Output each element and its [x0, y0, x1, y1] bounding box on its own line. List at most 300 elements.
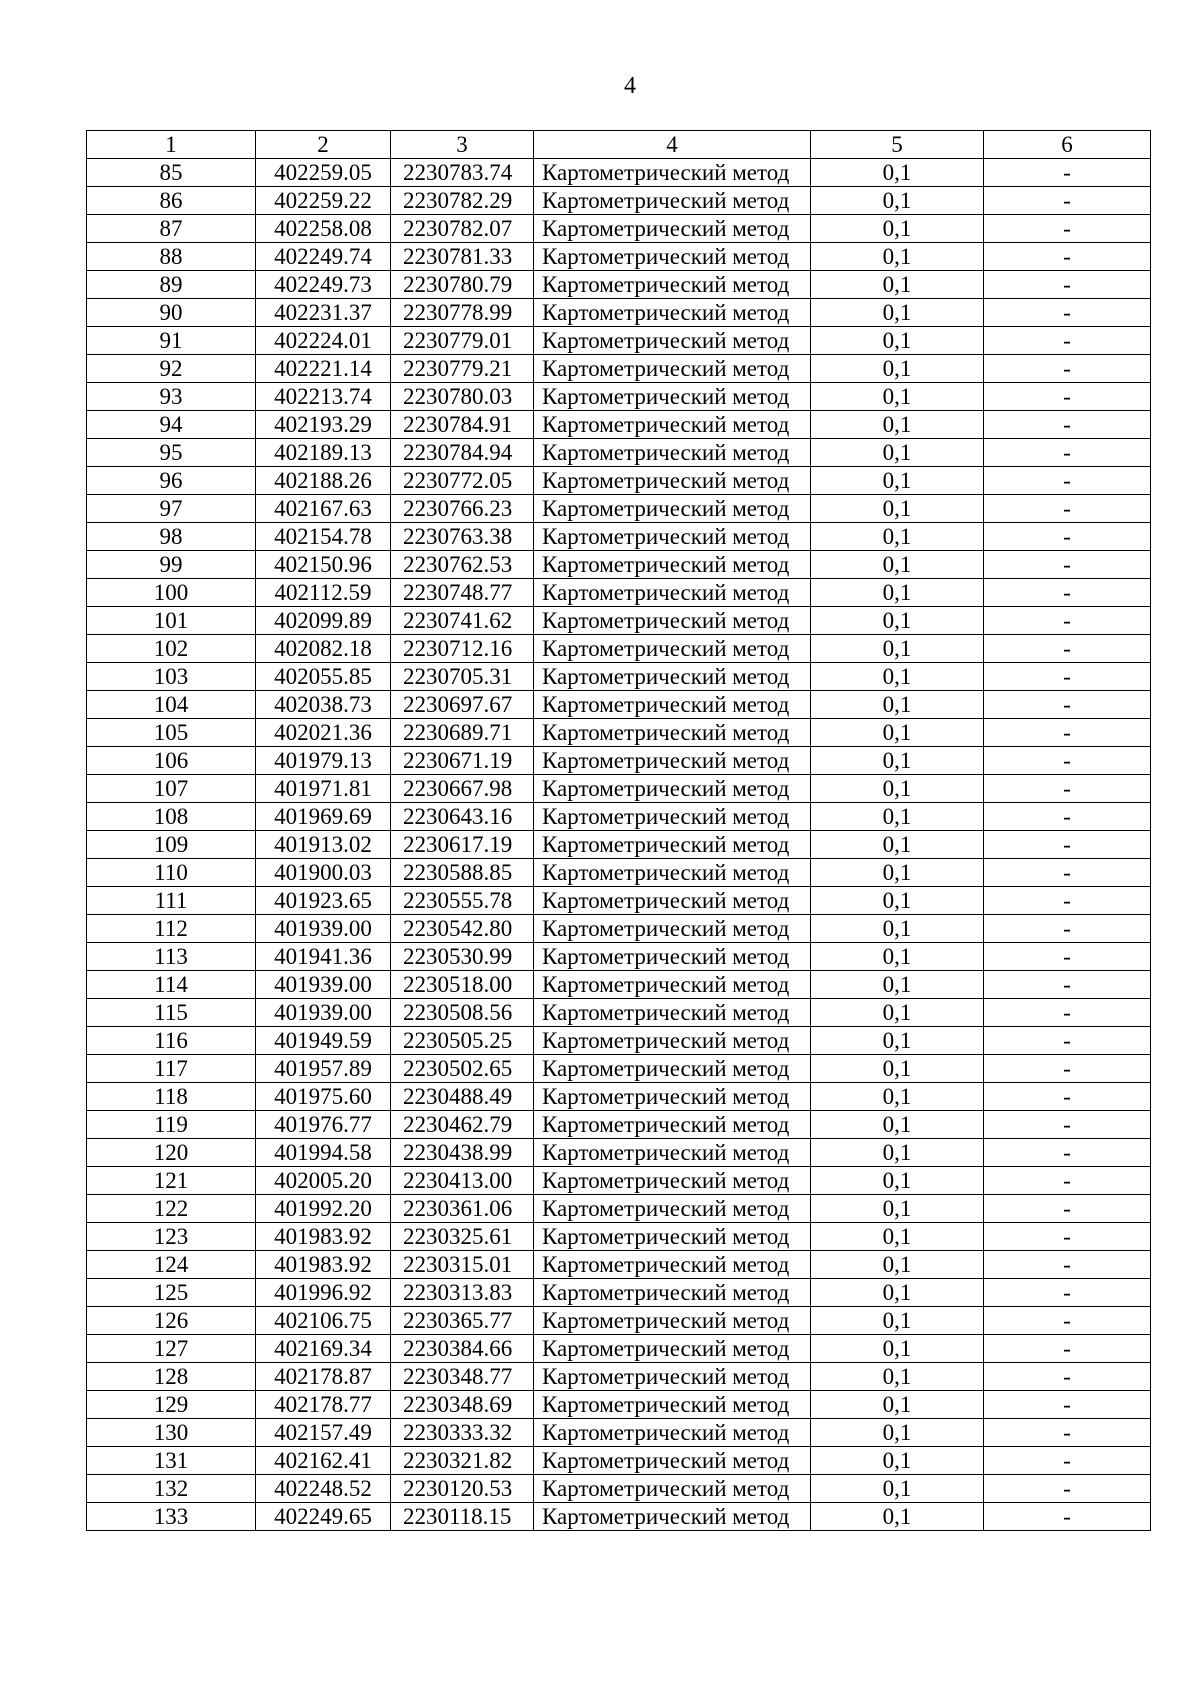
x-coordinate-cell: 401939.00: [256, 915, 391, 943]
note-cell: -: [984, 439, 1151, 467]
point-number-cell: 103: [87, 663, 256, 691]
accuracy-cell: 0,1: [811, 1195, 984, 1223]
x-coordinate-cell: 402021.36: [256, 719, 391, 747]
point-number-cell: 125: [87, 1279, 256, 1307]
y-coordinate-cell: 2230348.69: [391, 1391, 534, 1419]
table-row: [87, 1279, 1151, 1307]
accuracy-cell: 0,1: [811, 607, 984, 635]
note-cell: -: [984, 1447, 1151, 1475]
point-number-cell: 128: [87, 1363, 256, 1391]
table-row: [87, 1223, 1151, 1251]
table-row: [87, 1195, 1151, 1223]
method-cell: Картометрический метод: [534, 271, 811, 299]
table-row: [87, 1447, 1151, 1475]
note-cell: -: [984, 1419, 1151, 1447]
method-cell: Картометрический метод: [534, 803, 811, 831]
note-cell: -: [984, 943, 1151, 971]
point-number-cell: 86: [87, 187, 256, 215]
x-coordinate-cell: 402224.01: [256, 327, 391, 355]
note-cell: -: [984, 1223, 1151, 1251]
accuracy-cell: 0,1: [811, 383, 984, 411]
x-coordinate-cell: 402162.41: [256, 1447, 391, 1475]
y-coordinate-cell: 2230782.07: [391, 215, 534, 243]
table-row: [87, 887, 1151, 915]
method-cell: Картометрический метод: [534, 635, 811, 663]
y-coordinate-cell: 2230667.98: [391, 775, 534, 803]
point-number-cell: 126: [87, 1307, 256, 1335]
method-cell: Картометрический метод: [534, 915, 811, 943]
note-cell: -: [984, 215, 1151, 243]
point-number-cell: 124: [87, 1251, 256, 1279]
point-number-cell: 117: [87, 1055, 256, 1083]
note-cell: -: [984, 523, 1151, 551]
accuracy-cell: 0,1: [811, 1279, 984, 1307]
point-number-cell: 93: [87, 383, 256, 411]
table-row: [87, 1335, 1151, 1363]
y-coordinate-cell: 2230508.56: [391, 999, 534, 1027]
y-coordinate-cell: 2230617.19: [391, 831, 534, 859]
column-header-2: 2: [256, 131, 391, 159]
note-cell: -: [984, 859, 1151, 887]
method-cell: Картометрический метод: [534, 859, 811, 887]
y-coordinate-cell: 2230712.16: [391, 635, 534, 663]
point-number-cell: 109: [87, 831, 256, 859]
point-number-cell: 89: [87, 271, 256, 299]
y-coordinate-cell: 2230462.79: [391, 1111, 534, 1139]
point-number-cell: 88: [87, 243, 256, 271]
x-coordinate-cell: 401975.60: [256, 1083, 391, 1111]
method-cell: Картометрический метод: [534, 719, 811, 747]
method-cell: Картометрический метод: [534, 775, 811, 803]
point-number-cell: 87: [87, 215, 256, 243]
table-row: [87, 803, 1151, 831]
y-coordinate-cell: 2230783.74: [391, 159, 534, 187]
y-coordinate-cell: 2230780.79: [391, 271, 534, 299]
x-coordinate-cell: 402231.37: [256, 299, 391, 327]
x-coordinate-cell: 402099.89: [256, 607, 391, 635]
x-coordinate-cell: 402157.49: [256, 1419, 391, 1447]
column-header-4: 4: [534, 131, 811, 159]
method-cell: Картометрический метод: [534, 523, 811, 551]
point-number-cell: 129: [87, 1391, 256, 1419]
y-coordinate-cell: 2230384.66: [391, 1335, 534, 1363]
table-row: [87, 719, 1151, 747]
accuracy-cell: 0,1: [811, 887, 984, 915]
point-number-cell: 99: [87, 551, 256, 579]
y-coordinate-cell: 2230779.21: [391, 355, 534, 383]
accuracy-cell: 0,1: [811, 495, 984, 523]
y-coordinate-cell: 2230763.38: [391, 523, 534, 551]
accuracy-cell: 0,1: [811, 411, 984, 439]
note-cell: -: [984, 1335, 1151, 1363]
table-row: [87, 187, 1151, 215]
column-header-6: 6: [984, 131, 1151, 159]
method-cell: Картометрический метод: [534, 1391, 811, 1419]
table-row: [87, 271, 1151, 299]
x-coordinate-cell: 402150.96: [256, 551, 391, 579]
note-cell: -: [984, 747, 1151, 775]
table-row: [87, 691, 1151, 719]
method-cell: Картометрический метод: [534, 495, 811, 523]
table-row: [87, 1419, 1151, 1447]
point-number-cell: 94: [87, 411, 256, 439]
point-number-cell: 105: [87, 719, 256, 747]
table-row: [87, 1111, 1151, 1139]
point-number-cell: 111: [87, 887, 256, 915]
method-cell: Картометрический метод: [534, 971, 811, 999]
x-coordinate-cell: 401992.20: [256, 1195, 391, 1223]
point-number-cell: 92: [87, 355, 256, 383]
x-coordinate-cell: 401939.00: [256, 971, 391, 999]
point-number-cell: 98: [87, 523, 256, 551]
y-coordinate-cell: 2230748.77: [391, 579, 534, 607]
accuracy-cell: 0,1: [811, 1055, 984, 1083]
point-number-cell: 123: [87, 1223, 256, 1251]
x-coordinate-cell: 401900.03: [256, 859, 391, 887]
point-number-cell: 130: [87, 1419, 256, 1447]
accuracy-cell: 0,1: [811, 551, 984, 579]
note-cell: -: [984, 1251, 1151, 1279]
point-number-cell: 112: [87, 915, 256, 943]
accuracy-cell: 0,1: [811, 1251, 984, 1279]
x-coordinate-cell: 402167.63: [256, 495, 391, 523]
method-cell: Картометрический метод: [534, 1027, 811, 1055]
y-coordinate-cell: 2230705.31: [391, 663, 534, 691]
note-cell: -: [984, 915, 1151, 943]
table-row: [87, 523, 1151, 551]
method-cell: Картометрический метод: [534, 1307, 811, 1335]
x-coordinate-cell: 401983.92: [256, 1223, 391, 1251]
method-cell: Картометрический метод: [534, 1503, 811, 1531]
x-coordinate-cell: 402249.73: [256, 271, 391, 299]
y-coordinate-cell: 2230784.91: [391, 411, 534, 439]
table-row: [87, 915, 1151, 943]
method-cell: Картометрический метод: [534, 355, 811, 383]
x-coordinate-cell: 402112.59: [256, 579, 391, 607]
x-coordinate-cell: 402193.29: [256, 411, 391, 439]
point-number-cell: 95: [87, 439, 256, 467]
point-number-cell: 101: [87, 607, 256, 635]
point-number-cell: 97: [87, 495, 256, 523]
method-cell: Картометрический метод: [534, 299, 811, 327]
accuracy-cell: 0,1: [811, 187, 984, 215]
method-cell: Картометрический метод: [534, 1447, 811, 1475]
method-cell: Картометрический метод: [534, 1363, 811, 1391]
accuracy-cell: 0,1: [811, 803, 984, 831]
table-row: [87, 383, 1151, 411]
accuracy-cell: 0,1: [811, 663, 984, 691]
table-row: [87, 411, 1151, 439]
y-coordinate-cell: 2230784.94: [391, 439, 534, 467]
method-cell: Картометрический метод: [534, 1167, 811, 1195]
accuracy-cell: 0,1: [811, 215, 984, 243]
note-cell: -: [984, 1055, 1151, 1083]
table-header: [87, 131, 1151, 159]
point-number-cell: 115: [87, 999, 256, 1027]
method-cell: Картометрический метод: [534, 607, 811, 635]
note-cell: -: [984, 607, 1151, 635]
x-coordinate-cell: 401957.89: [256, 1055, 391, 1083]
y-coordinate-cell: 2230118.15: [391, 1503, 534, 1531]
table-row: [87, 607, 1151, 635]
x-coordinate-cell: 401994.58: [256, 1139, 391, 1167]
note-cell: -: [984, 271, 1151, 299]
y-coordinate-cell: 2230643.16: [391, 803, 534, 831]
accuracy-cell: 0,1: [811, 635, 984, 663]
method-cell: Картометрический метод: [534, 1111, 811, 1139]
y-coordinate-cell: 2230315.01: [391, 1251, 534, 1279]
method-cell: Картометрический метод: [534, 1475, 811, 1503]
table-row: [87, 1363, 1151, 1391]
note-cell: -: [984, 327, 1151, 355]
method-cell: Картометрический метод: [534, 663, 811, 691]
method-cell: Картометрический метод: [534, 1055, 811, 1083]
note-cell: -: [984, 1195, 1151, 1223]
y-coordinate-cell: 2230772.05: [391, 467, 534, 495]
table-row: [87, 1503, 1151, 1531]
accuracy-cell: 0,1: [811, 1307, 984, 1335]
note-cell: -: [984, 775, 1151, 803]
method-cell: Картометрический метод: [534, 551, 811, 579]
table-row: [87, 439, 1151, 467]
x-coordinate-cell: 401913.02: [256, 831, 391, 859]
table-row: [87, 663, 1151, 691]
note-cell: -: [984, 887, 1151, 915]
method-cell: Картометрический метод: [534, 1195, 811, 1223]
y-coordinate-cell: 2230348.77: [391, 1363, 534, 1391]
note-cell: -: [984, 971, 1151, 999]
table-row: [87, 635, 1151, 663]
table-row: [87, 1167, 1151, 1195]
y-coordinate-cell: 2230325.61: [391, 1223, 534, 1251]
accuracy-cell: 0,1: [811, 1111, 984, 1139]
x-coordinate-cell: 401941.36: [256, 943, 391, 971]
accuracy-cell: 0,1: [811, 1223, 984, 1251]
x-coordinate-cell: 402178.77: [256, 1391, 391, 1419]
table-row: [87, 1475, 1151, 1503]
table-row: [87, 1027, 1151, 1055]
accuracy-cell: 0,1: [811, 831, 984, 859]
table-row: [87, 1139, 1151, 1167]
y-coordinate-cell: 2230488.49: [391, 1083, 534, 1111]
accuracy-cell: 0,1: [811, 915, 984, 943]
y-coordinate-cell: 2230505.25: [391, 1027, 534, 1055]
table-body: [87, 159, 1151, 1531]
accuracy-cell: 0,1: [811, 1335, 984, 1363]
accuracy-cell: 0,1: [811, 523, 984, 551]
y-coordinate-cell: 2230778.99: [391, 299, 534, 327]
point-number-cell: 96: [87, 467, 256, 495]
accuracy-cell: 0,1: [811, 859, 984, 887]
x-coordinate-cell: 401923.65: [256, 887, 391, 915]
accuracy-cell: 0,1: [811, 1475, 984, 1503]
x-coordinate-cell: 401969.69: [256, 803, 391, 831]
note-cell: -: [984, 1083, 1151, 1111]
note-cell: -: [984, 1391, 1151, 1419]
x-coordinate-cell: 402106.75: [256, 1307, 391, 1335]
y-coordinate-cell: 2230333.32: [391, 1419, 534, 1447]
y-coordinate-cell: 2230779.01: [391, 327, 534, 355]
table-row: [87, 775, 1151, 803]
point-number-cell: 132: [87, 1475, 256, 1503]
table-row: [87, 943, 1151, 971]
x-coordinate-cell: 402258.08: [256, 215, 391, 243]
table-row: [87, 999, 1151, 1027]
x-coordinate-cell: 401939.00: [256, 999, 391, 1027]
note-cell: -: [984, 467, 1151, 495]
table-row: [87, 1307, 1151, 1335]
x-coordinate-cell: 402213.74: [256, 383, 391, 411]
accuracy-cell: 0,1: [811, 1363, 984, 1391]
y-coordinate-cell: 2230502.65: [391, 1055, 534, 1083]
note-cell: -: [984, 243, 1151, 271]
point-number-cell: 120: [87, 1139, 256, 1167]
x-coordinate-cell: 402248.52: [256, 1475, 391, 1503]
accuracy-cell: 0,1: [811, 943, 984, 971]
y-coordinate-cell: 2230766.23: [391, 495, 534, 523]
note-cell: -: [984, 383, 1151, 411]
y-coordinate-cell: 2230671.19: [391, 747, 534, 775]
accuracy-cell: 0,1: [811, 243, 984, 271]
method-cell: Картометрический метод: [534, 1139, 811, 1167]
method-cell: Картометрический метод: [534, 1251, 811, 1279]
point-number-cell: 133: [87, 1503, 256, 1531]
method-cell: Картометрический метод: [534, 1223, 811, 1251]
x-coordinate-cell: 402055.85: [256, 663, 391, 691]
y-coordinate-cell: 2230782.29: [391, 187, 534, 215]
y-coordinate-cell: 2230365.77: [391, 1307, 534, 1335]
table-row: [87, 243, 1151, 271]
header-row: [87, 131, 1151, 159]
note-cell: -: [984, 551, 1151, 579]
x-coordinate-cell: 402169.34: [256, 1335, 391, 1363]
y-coordinate-cell: 2230361.06: [391, 1195, 534, 1223]
table-row: [87, 579, 1151, 607]
note-cell: -: [984, 411, 1151, 439]
note-cell: -: [984, 1475, 1151, 1503]
accuracy-cell: 0,1: [811, 775, 984, 803]
y-coordinate-cell: 2230438.99: [391, 1139, 534, 1167]
note-cell: -: [984, 635, 1151, 663]
method-cell: Картометрический метод: [534, 411, 811, 439]
accuracy-cell: 0,1: [811, 1447, 984, 1475]
method-cell: Картометрический метод: [534, 831, 811, 859]
table-row: [87, 1251, 1151, 1279]
method-cell: Картометрический метод: [534, 187, 811, 215]
table-row: [87, 1391, 1151, 1419]
x-coordinate-cell: 402188.26: [256, 467, 391, 495]
accuracy-cell: 0,1: [811, 971, 984, 999]
accuracy-cell: 0,1: [811, 299, 984, 327]
table-row: [87, 859, 1151, 887]
table-row: [87, 1055, 1151, 1083]
accuracy-cell: 0,1: [811, 747, 984, 775]
point-number-cell: 91: [87, 327, 256, 355]
accuracy-cell: 0,1: [811, 1391, 984, 1419]
column-header-5: 5: [811, 131, 984, 159]
accuracy-cell: 0,1: [811, 579, 984, 607]
point-number-cell: 90: [87, 299, 256, 327]
accuracy-cell: 0,1: [811, 1139, 984, 1167]
y-coordinate-cell: 2230413.00: [391, 1167, 534, 1195]
accuracy-cell: 0,1: [811, 271, 984, 299]
accuracy-cell: 0,1: [811, 1083, 984, 1111]
x-coordinate-cell: 401996.92: [256, 1279, 391, 1307]
accuracy-cell: 0,1: [811, 1503, 984, 1531]
y-coordinate-cell: 2230762.53: [391, 551, 534, 579]
method-cell: Картометрический метод: [534, 1419, 811, 1447]
accuracy-cell: 0,1: [811, 327, 984, 355]
note-cell: -: [984, 1111, 1151, 1139]
accuracy-cell: 0,1: [811, 467, 984, 495]
note-cell: -: [984, 299, 1151, 327]
column-header-1: 1: [87, 131, 256, 159]
y-coordinate-cell: 2230689.71: [391, 719, 534, 747]
note-cell: -: [984, 579, 1151, 607]
table-row: [87, 159, 1151, 187]
accuracy-cell: 0,1: [811, 691, 984, 719]
note-cell: -: [984, 1503, 1151, 1531]
table-row: [87, 467, 1151, 495]
accuracy-cell: 0,1: [811, 999, 984, 1027]
accuracy-cell: 0,1: [811, 355, 984, 383]
x-coordinate-cell: 401949.59: [256, 1027, 391, 1055]
x-coordinate-cell: 402154.78: [256, 523, 391, 551]
x-coordinate-cell: 401979.13: [256, 747, 391, 775]
point-number-cell: 122: [87, 1195, 256, 1223]
x-coordinate-cell: 402178.87: [256, 1363, 391, 1391]
note-cell: -: [984, 831, 1151, 859]
method-cell: Картометрический метод: [534, 691, 811, 719]
table-row: [87, 747, 1151, 775]
point-number-cell: 107: [87, 775, 256, 803]
y-coordinate-cell: 2230542.80: [391, 915, 534, 943]
accuracy-cell: 0,1: [811, 159, 984, 187]
accuracy-cell: 0,1: [811, 719, 984, 747]
y-coordinate-cell: 2230518.00: [391, 971, 534, 999]
note-cell: -: [984, 1279, 1151, 1307]
point-number-cell: 127: [87, 1335, 256, 1363]
note-cell: -: [984, 159, 1151, 187]
point-number-cell: 100: [87, 579, 256, 607]
point-number-cell: 119: [87, 1111, 256, 1139]
note-cell: -: [984, 719, 1151, 747]
table-row: [87, 1083, 1151, 1111]
method-cell: Картометрический метод: [534, 887, 811, 915]
x-coordinate-cell: 402259.05: [256, 159, 391, 187]
column-header-3: 3: [391, 131, 534, 159]
point-number-cell: 118: [87, 1083, 256, 1111]
note-cell: -: [984, 999, 1151, 1027]
note-cell: -: [984, 1167, 1151, 1195]
note-cell: -: [984, 803, 1151, 831]
note-cell: -: [984, 495, 1151, 523]
table-row: [87, 215, 1151, 243]
method-cell: Картометрический метод: [534, 467, 811, 495]
x-coordinate-cell: 401971.81: [256, 775, 391, 803]
x-coordinate-cell: 401976.77: [256, 1111, 391, 1139]
x-coordinate-cell: 402259.22: [256, 187, 391, 215]
coordinates-table: [86, 130, 1151, 1531]
method-cell: Картометрический метод: [534, 439, 811, 467]
y-coordinate-cell: 2230321.82: [391, 1447, 534, 1475]
note-cell: -: [984, 187, 1151, 215]
table-row: [87, 551, 1151, 579]
y-coordinate-cell: 2230697.67: [391, 691, 534, 719]
y-coordinate-cell: 2230780.03: [391, 383, 534, 411]
note-cell: -: [984, 355, 1151, 383]
note-cell: -: [984, 1027, 1151, 1055]
